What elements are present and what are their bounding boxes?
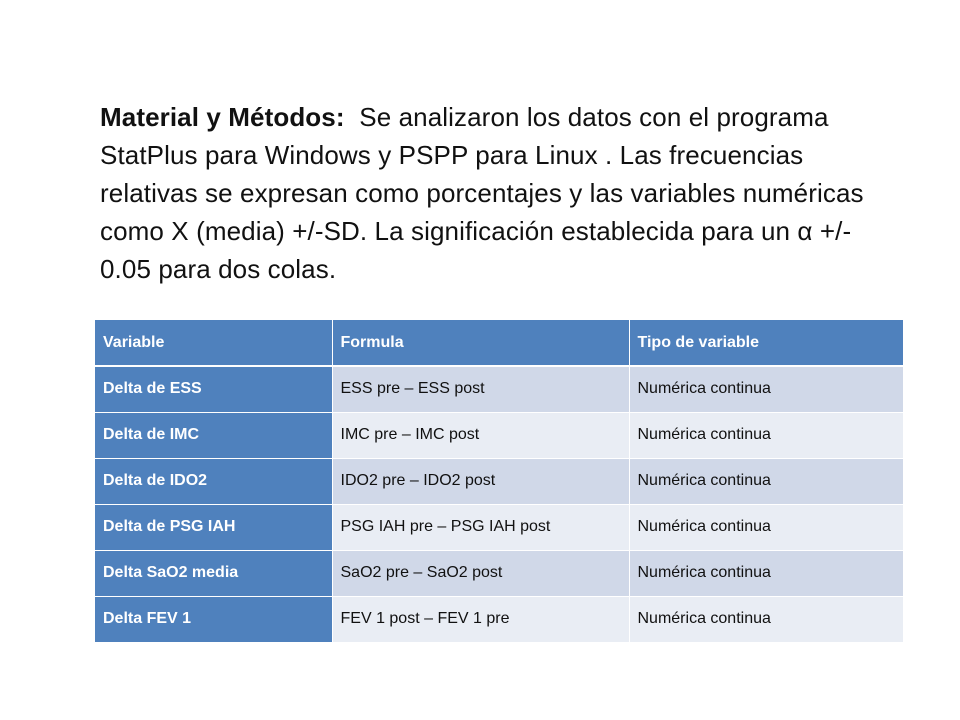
row-variable-cell: Delta de PSG IAH xyxy=(95,504,332,550)
row-formula-cell: PSG IAH pre – PSG IAH post xyxy=(332,504,629,550)
row-type-cell: Numérica continua xyxy=(629,412,903,458)
methods-body-text: Se analizaron los datos con el programa StatPlus para Windows y PSPP para Linux . Las frecuencias relativas se expresan como porcentajes y las variables numéricas como X (media) +/-SD. La significación establecida para un α +/- 0.05 para dos colas. xyxy=(100,102,864,284)
table-row xyxy=(95,458,903,504)
table-row xyxy=(95,412,903,458)
row-type-cell: Numérica continua xyxy=(629,458,903,504)
header-tipo-de-variable: Tipo de variable xyxy=(629,320,903,366)
table-row xyxy=(95,366,903,412)
row-variable-cell: Delta SaO2 media xyxy=(95,550,332,596)
methods-heading: Material y Métodos: xyxy=(100,102,345,132)
row-type-cell: Numérica continua xyxy=(629,504,903,550)
row-variable-cell: Delta de ESS xyxy=(95,366,332,412)
row-formula-cell: IMC pre – IMC post xyxy=(332,412,629,458)
row-variable-cell: Delta de IDO2 xyxy=(95,458,332,504)
table-row xyxy=(95,550,903,596)
table-header-row xyxy=(95,320,903,366)
table-row xyxy=(95,504,903,550)
row-formula-cell: FEV 1 post – FEV 1 pre xyxy=(332,596,629,642)
row-formula-cell: IDO2 pre – IDO2 post xyxy=(332,458,629,504)
row-type-cell: Numérica continua xyxy=(629,596,903,642)
table-row xyxy=(95,596,903,642)
methods-paragraph xyxy=(100,98,900,288)
row-type-cell: Numérica continua xyxy=(629,550,903,596)
row-formula-cell: SaO2 pre – SaO2 post xyxy=(332,550,629,596)
header-formula: Formula xyxy=(332,320,629,366)
row-variable-cell: Delta FEV 1 xyxy=(95,596,332,642)
header-variable: Variable xyxy=(95,320,332,366)
row-formula-cell: ESS pre – ESS post xyxy=(332,366,629,412)
variables-table xyxy=(95,320,904,643)
row-variable-cell: Delta de IMC xyxy=(95,412,332,458)
row-type-cell: Numérica continua xyxy=(629,366,903,412)
